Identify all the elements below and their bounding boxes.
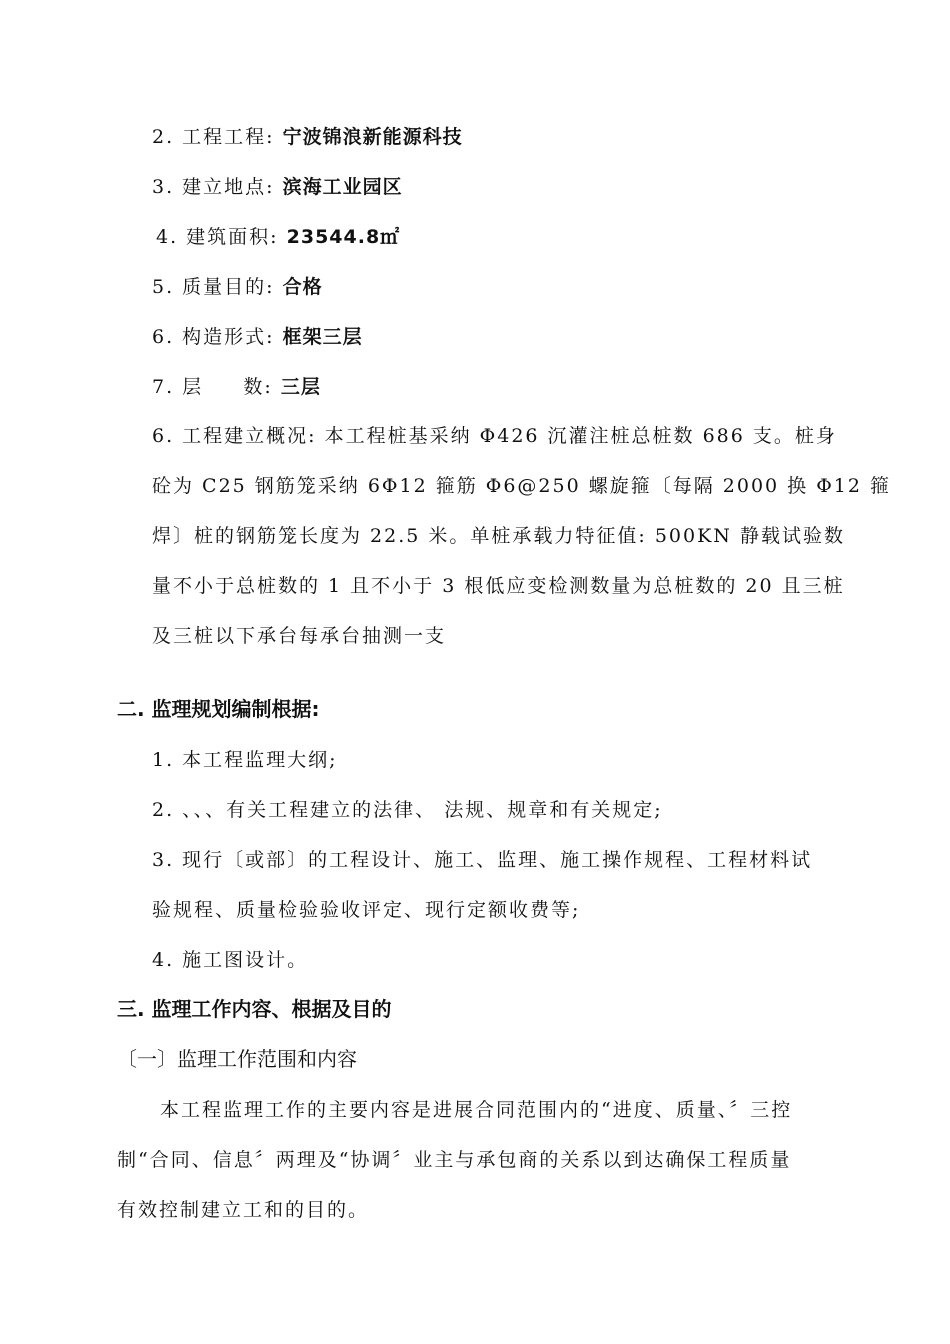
info-label: 6. 构造形式:: [152, 326, 275, 348]
body-line: 本工程监理工作的主要内容是进展合同范围内的“进度、质量、〞三控: [160, 1099, 793, 1121]
sub-heading: 〔一〕监理工作范围和内容: [117, 1047, 357, 1071]
project-info-row: [152, 322, 363, 349]
overview-line: 砼为 C25 钢筋笼采纳 6Φ12 箍筋 Φ6@250 螺旋箍〔每隔 2000 换 Φ12 箍: [152, 475, 891, 497]
list-item: 4. 施工图设计。: [152, 949, 309, 971]
info-label: 5. 质量目的:: [152, 276, 275, 298]
list-item: 验规程、质量检验验收评定、现行定额收费等;: [152, 899, 581, 921]
overview-line: 6. 工程建立概况: 本工程桩基采纳 Φ426 沉灌注桩总桩数 686 支。桩身: [152, 425, 837, 447]
section-heading: 三. 监理工作内容、根据及目的: [117, 997, 392, 1021]
info-value: 框架三层: [282, 326, 363, 348]
project-info-row: [152, 372, 321, 399]
info-label: 4. 建筑面积:: [156, 226, 279, 248]
info-value: 23544.8㎡: [286, 226, 401, 248]
project-info-row: [152, 172, 403, 199]
body-line: 有效控制建立工和的目的。: [117, 1199, 370, 1221]
body-line: 制“合同、信息〞两理及“协调〞业主与承包商的关系以到达确保工程质量: [117, 1149, 792, 1171]
info-value: 三层: [280, 376, 321, 398]
section-heading: 二. 监理规划编制根据:: [117, 697, 320, 721]
overview-line: 及三桩以下承台每承台抽测一支: [152, 625, 447, 647]
list-item: 3. 现行〔或部〕的工程设计、施工、监理、施工操作规程、工程材料试: [152, 849, 813, 871]
list-item: 1. 本工程监理大纲;: [152, 749, 338, 771]
info-value: 合格: [282, 276, 323, 298]
overview-line: 量不小于总桩数的 1 且不小于 3 根低应变检测数量为总桩数的 20 且三桩: [152, 575, 845, 597]
list-item: 2. 、、、有关工程建立的法律、 法规、规章和有关规定;: [152, 799, 663, 821]
info-value: 宁波锦浪新能源科技: [282, 126, 463, 148]
project-info-row: [152, 122, 463, 149]
overview-line: 焊〕桩的钢筋笼长度为 22.5 米。单桩承载力特征值: 500KN 静载试验数: [152, 525, 845, 547]
info-value: 滨海工业园区: [282, 176, 403, 198]
info-label: 3. 建立地点:: [152, 176, 275, 198]
info-label: 7. 层 数:: [152, 376, 273, 398]
project-info-row: [156, 222, 400, 249]
info-label: 2. 工程工程:: [152, 126, 275, 148]
project-info-row: [152, 272, 323, 299]
